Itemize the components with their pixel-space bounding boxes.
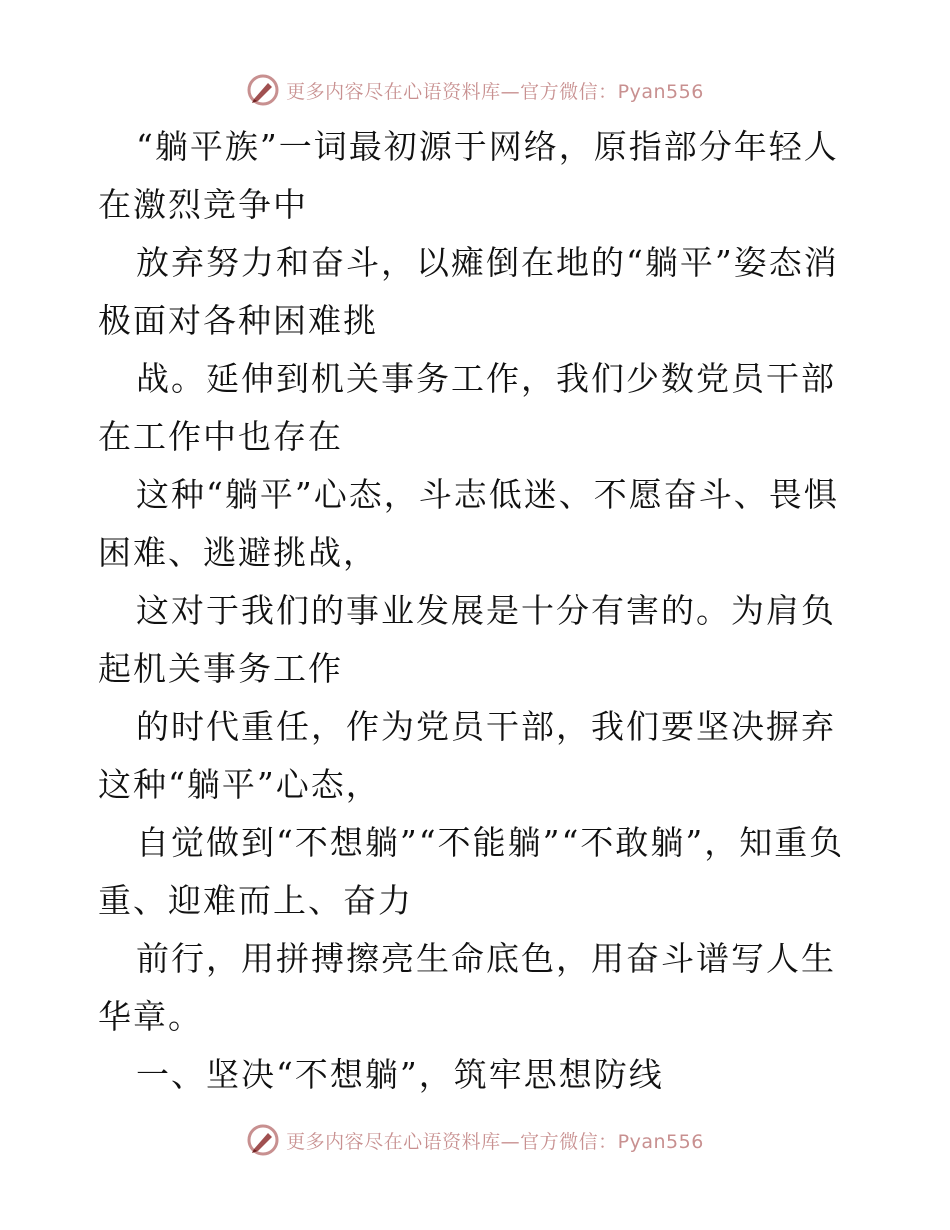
paragraph-1: “躺平族”一词最初源于网络，原指部分年轻人在激烈竞争中 <box>98 127 839 224</box>
footer-banner <box>0 1120 950 1160</box>
paragraph-6: 的时代重任，作为党员干部，我们要坚决摒弃这种“躺平”心态， <box>98 707 836 804</box>
header-banner-text: 更多内容尽在心语资料库—官方微信：Pyan556 <box>286 80 704 103</box>
paragraph-7: 自觉做到“不想躺”“不能躺”“不敢躺”，知重负重、迎难而上、奋力 <box>98 823 845 920</box>
document-body <box>98 118 858 1104</box>
paragraph-2: 放弃努力和奋斗，以瘫倒在地的“躺平”姿态消极面对各种困难挑 <box>98 243 839 340</box>
footer-banner-text: 更多内容尽在心语资料库—官方微信：Pyan556 <box>286 1130 704 1153</box>
section-heading-1: 一、坚决“不想躺”，筑牢思想防线 <box>136 1055 664 1094</box>
paragraph-3: 战。延伸到机关事务工作，我们少数党员干部在工作中也存在 <box>98 359 836 456</box>
pen-circle-logo-icon <box>246 1123 280 1157</box>
header-banner <box>0 70 950 110</box>
paragraph-8: 前行，用拼搏擦亮生命底色，用奋斗谱写人生华章。 <box>98 939 836 1036</box>
paragraph-4: 这种“躺平”心态，斗志低迷、不愿奋斗、畏惧困难、逃避挑战， <box>98 475 839 572</box>
pen-circle-logo-icon <box>246 73 280 107</box>
paragraph-5: 这对于我们的事业发展是十分有害的。为肩负起机关事务工作 <box>98 591 836 688</box>
